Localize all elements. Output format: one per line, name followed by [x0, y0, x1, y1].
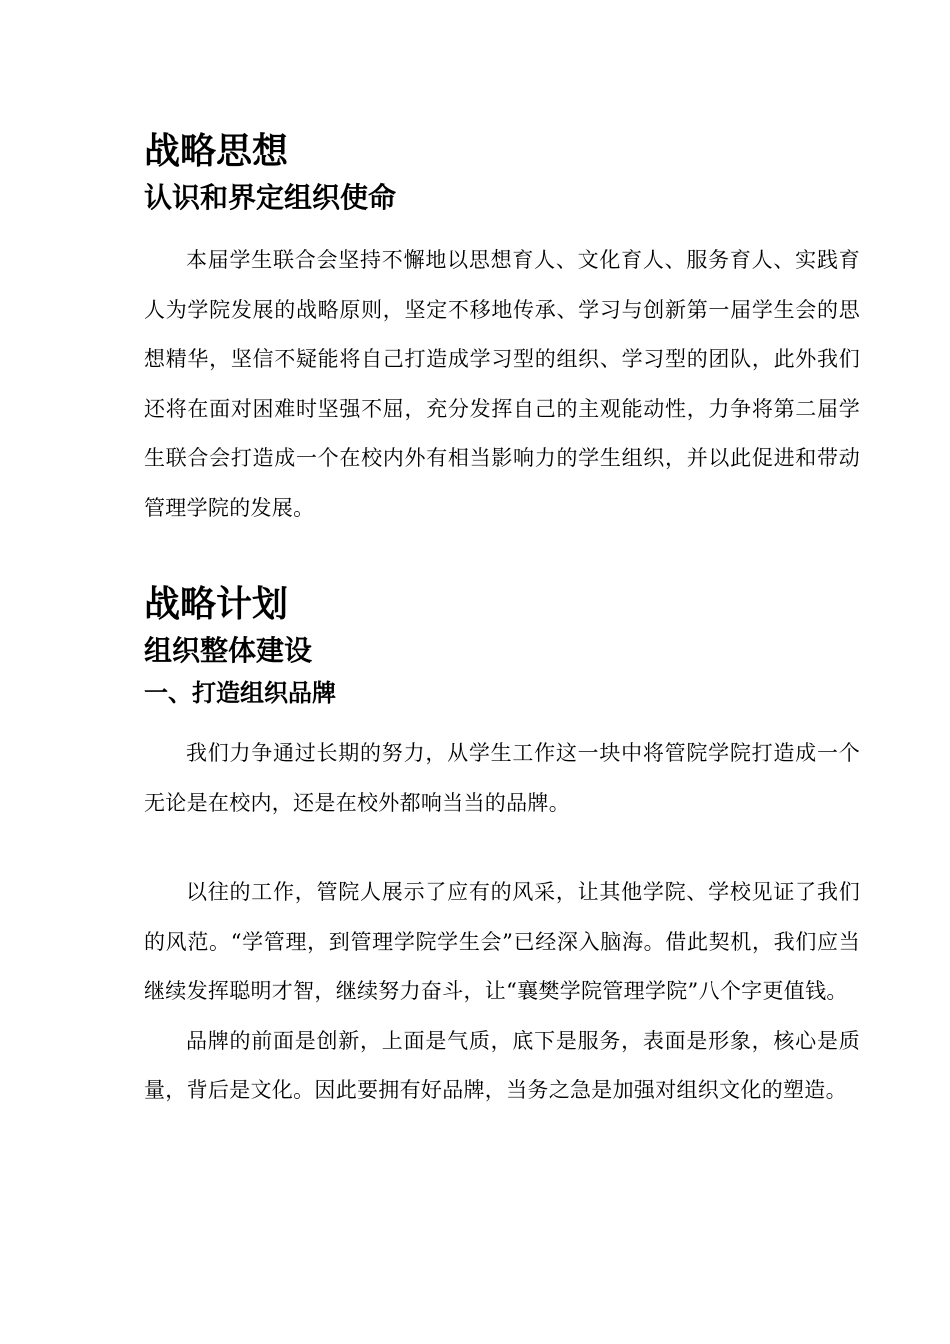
subsection-title-brand: 一、打造组织品牌: [144, 679, 336, 707]
section-title-strategy-thought: 战略思想: [144, 131, 289, 172]
paragraph-mission: 本届学生联合会坚持不懈地以思想育人、文化育人、服务育人、实践育人为学院发展的战略原则，坚定不移地传承、学习与创新第一届学生会的思想精华，坚信不疑能将自己打造成学习型的组织、学习型的团队，此外我们还将在面对困难时坚强不屈，充分发挥自己的主观能动性，力争将第二届学生联合会打造成一个在校内外有相当影响力的学生组织，并以此促进和带动管理学院的发展。: [144, 248, 860, 520]
section-subtitle-mission: 认识和界定组织使命: [144, 181, 397, 214]
paragraph-brand-goal: 我们力争通过长期的努力，从学生工作这一块中将管院学院打造成一个无论是在校内，还是在校外都响当当的品牌。: [144, 741, 860, 815]
paragraph-brand-culture: 品牌的前面是创新，上面是气质，底下是服务，表面是形象，核心是质量，背后是文化。因此要拥有好品牌，当务之急是加强对组织文化的塑造。: [144, 1028, 860, 1102]
section-subtitle-organization: 组织整体建设: [144, 634, 313, 667]
section-title-strategy-plan: 战略计划: [144, 584, 289, 625]
paragraph-past-work: 以往的工作，管院人展示了应有的风采，让其他学院、学校见证了我们的风范。“学管理，到管理学院学生会”已经深入脑海。借此契机，我们应当继续发挥聪明才智，继续努力奋斗，让“襄樊学院管理学院”八个字更值钱。: [144, 880, 860, 1003]
document-content: [144, 128, 860, 1116]
